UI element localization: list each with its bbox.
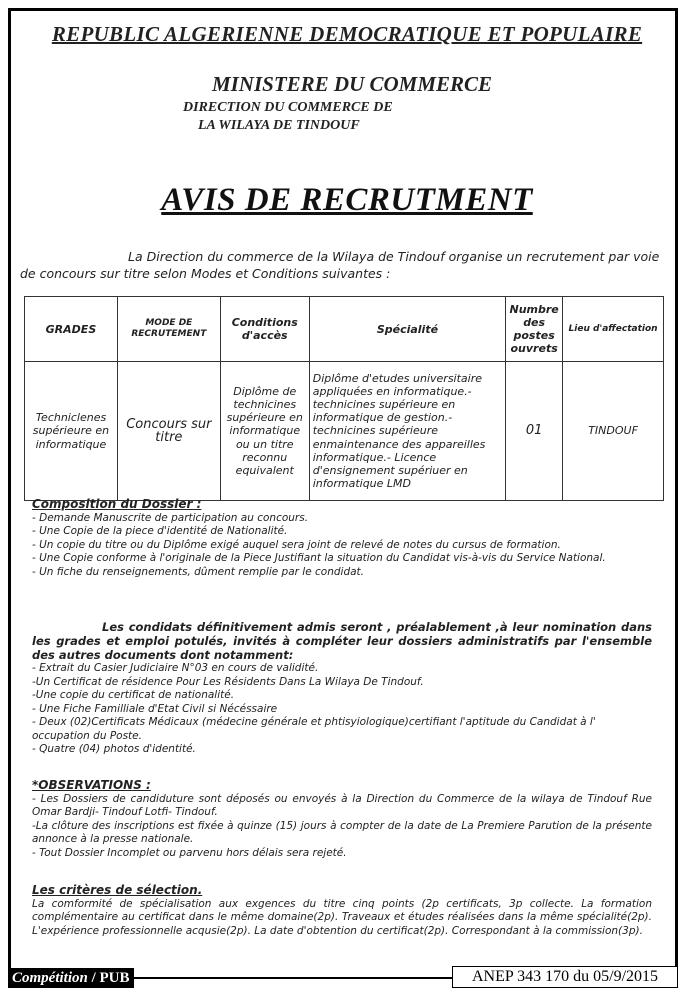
- intro-text: La Direction du commerce de la Wilaya de Tindouf organise un recrutement par voie de concours sur titre selon Modes et Conditions suivantes :: [20, 249, 660, 281]
- cell-conditions: Diplôme de technicines supérieure en informatique ou un titre reconnu equivalent: [220, 362, 309, 501]
- cell-mode: Concours sur titre: [117, 362, 220, 501]
- admis-paragraph: [32, 620, 652, 662]
- cell-lieu: TINDOUF: [563, 362, 664, 501]
- republic-heading: REPUBLIC ALGERIENNE DEMOCRATIQUE ET POPULAIRE: [51, 22, 643, 46]
- header-mode: MODE DE RECRUTEMENT: [117, 297, 220, 362]
- header-specialite: Spécialité: [309, 297, 505, 362]
- admis-section: [32, 620, 652, 757]
- table-row: [25, 362, 664, 501]
- admis-item: - Une Fiche Familliale d'Etat Civil si Nécéssaire: [32, 702, 278, 715]
- composition-item: - Une Copie conforme à l'originale de la Piece Justifiant la situation du Candidat vis-à-vis du Service National.: [32, 552, 606, 564]
- header-nombre: Numbre des postes ouvrets: [506, 297, 563, 362]
- observations-title: *OBSERVATIONS :: [32, 778, 151, 792]
- ministry-heading: MINISTERE DU COMMERCE: [211, 72, 493, 96]
- criteres-section: [32, 884, 652, 938]
- table-header-row: [25, 297, 664, 362]
- footer-category-label: [8, 968, 134, 988]
- admis-item: - Extrait du Casier Judiciaire N°03 en cours de validité.: [32, 662, 319, 674]
- footer-anep-reference: ANEP 343 170 du 05/9/2015: [452, 966, 678, 988]
- observation-item: - Tout Dossier Incomplet ou parvenu hors délais sera rejeté.: [32, 846, 347, 859]
- cell-grades: Techniclenes supérieure en informatique: [25, 362, 118, 501]
- direction-line-1: DIRECTION DU COMMERCE DE: [183, 100, 393, 115]
- admis-item: -Un Certificat de résidence Pour Les Résidents Dans La Wilaya De Tindouf.: [32, 675, 424, 688]
- admis-item: -Une copie du certificat de nationalité.: [32, 689, 235, 701]
- composition-item: - Un copie du titre ou du Diplôme exigé auquel sera joint de relevé de notes du cursus de formation.: [32, 538, 561, 551]
- admis-item: - Quatre (04) photos d'identité.: [32, 743, 196, 755]
- notice-title: AVIS DE RECRUTMENT: [161, 182, 533, 218]
- admis-item: - Deux (02)Certificats Médicaux (médecine générale et phtisyiologique)certifiant l'aptitude du Candidat à l' occupation du Poste.: [32, 716, 596, 742]
- composition-section: [32, 498, 652, 579]
- observations-section: [32, 779, 652, 860]
- criteres-title: Les critères de sélection.: [32, 883, 203, 897]
- composition-item: - Un fiche du renseignements, dûment remplie par le condidat.: [32, 565, 365, 578]
- criteres-text: La comformité de spécialisation aux exgences du titre cinq points (2p certificats, 3p collecte. La formation complémentaire au certificat dans le même domaine(2p). Traveaux et études réalisées dans la même spécialité(2p). L'expérience professionnelle acqusie(2p). La date d'obtention du certificat(2p). Correspondant à la commission(3p).: [32, 897, 652, 937]
- footer-competition: Compétition: [12, 970, 88, 986]
- footer-separator: /: [87, 970, 100, 986]
- admis-text: Les condidats définitivement admis seront , préalablement ,à leur nomination dans les grades et emploi potulés, invités à compléter leur dossiers administratifs par l'ensemble des autres documents dont notamment:: [32, 620, 652, 662]
- composition-item: - Une Copie de la piece d'identité de Nationalité.: [32, 525, 288, 537]
- observation-item: -La clôture des inscriptions est fixée à quinze (15) jours à compter de la date de La Premiere Parution de la présente annonce à la presse nationale.: [32, 819, 652, 845]
- cell-specialite: Diplôme d'etudes universitaire appliquées en informatique.- technicines supérieure en informatique de gestion.- technicines supérieure enmaintenance des appareilles informatique.- Licence d'ensignement supériuer en informatique LMD: [309, 362, 505, 501]
- recruitment-table: [24, 296, 664, 501]
- composition-title: Composition du Dossier :: [32, 497, 202, 511]
- header-lieu: Lieu d'affectation: [563, 297, 664, 362]
- cell-nombre: 01: [506, 362, 563, 501]
- observation-item: - Les Dossiers de candiduture sont déposés ou envoyés à la Direction du Commerce de la wilaya de Tindouf Rue Omar Bardji- Tindouf Lotfi- Tindouf.: [32, 792, 652, 818]
- intro-paragraph: [20, 248, 670, 282]
- footer-pub: PUB: [99, 970, 130, 986]
- composition-item: - Demande Manuscrite de participation au concours.: [32, 511, 309, 524]
- direction-line-2: LA WILAYA DE TINDOUF: [198, 118, 360, 133]
- header-conditions: Conditions d'accès: [220, 297, 309, 362]
- header-grades: GRADES: [25, 297, 118, 362]
